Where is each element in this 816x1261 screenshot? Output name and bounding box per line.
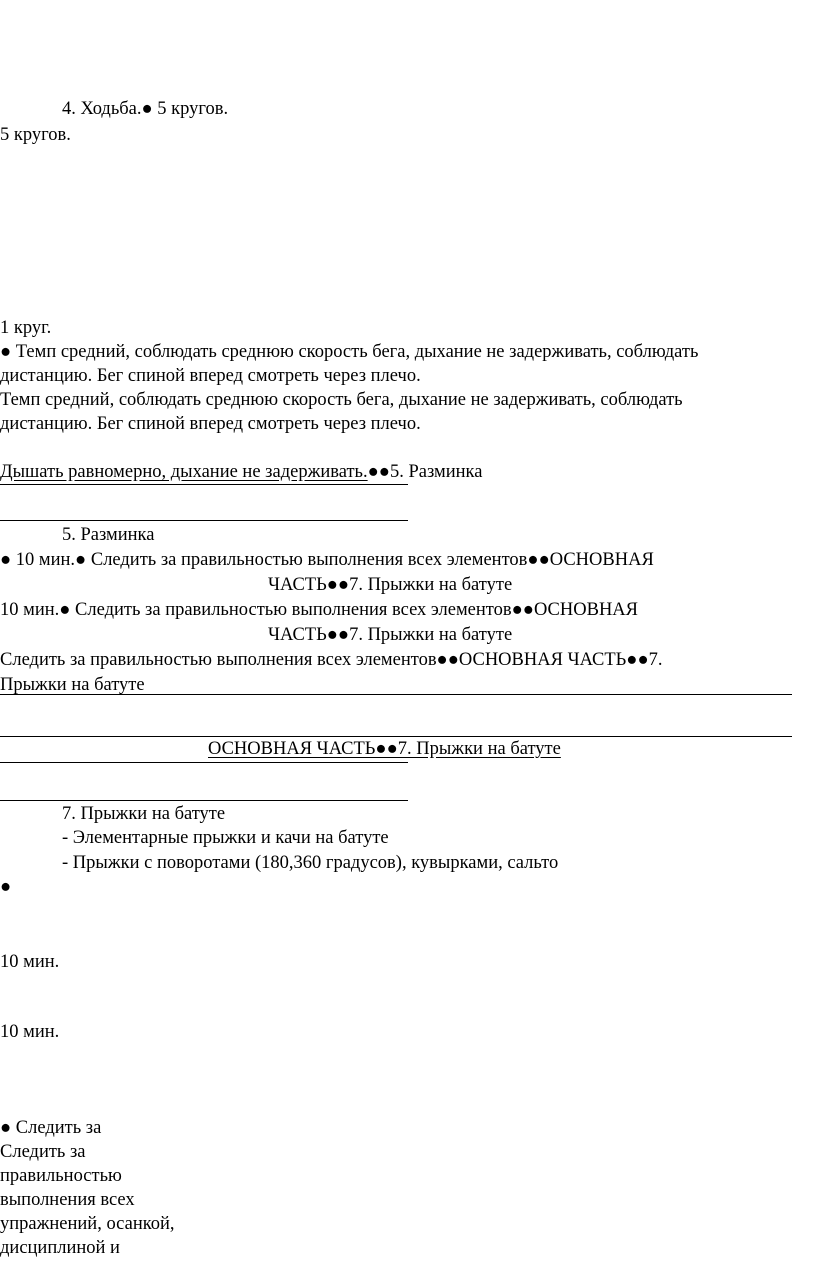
laps-text: 5 кругов.: [0, 125, 71, 145]
trampoline-item-1: - Элементарные прыжки и качи на батуте: [62, 828, 389, 848]
bullet-marker: ●: [0, 877, 12, 897]
divider-line: [0, 520, 408, 521]
running-instruction-repeat-line-2: дистанцию. Бег спиной вперед смотреть через плечо.: [0, 414, 421, 434]
trampoline-item-2: - Прыжки с поворотами (180,360 градусов), кувырками, сальто: [62, 853, 559, 873]
warmup-control-line-2: Прыжки на батуте: [0, 675, 145, 695]
breathing-instruction-underlined: Дышать равномерно, дыхание не задерживать.: [0, 462, 368, 482]
warmup-time-line-1: ● 10 мин.● Следить за правильностью выполнения всех элементов●●ОСНОВНАЯ: [0, 550, 654, 570]
running-instruction-repeat-line-1: Темп средний, соблюдать среднюю скорость бега, дыхание не задерживать, соблюдать: [0, 390, 683, 410]
main-part-heading-text: ОСНОВНАЯ ЧАСТЬ●●7. Прыжки на батуте: [208, 739, 561, 759]
duration-text: 10 мин.: [0, 952, 60, 972]
warmup-repeat-line-2: ЧАСТЬ●●7. Прыжки на батуте: [268, 625, 513, 645]
duration-text-repeat: 10 мин.: [0, 1022, 60, 1042]
warmup-repeat-line-1: 10 мин.● Следить за правильностью выполнения всех элементов●●ОСНОВНАЯ: [0, 600, 638, 620]
warmup-heading: 5. Разминка: [62, 525, 155, 545]
walking-heading: 4. Ходьба.● 5 кругов.: [62, 99, 229, 119]
divider-line: [0, 694, 792, 695]
divider-line: [0, 800, 408, 801]
control-text-line-1: Следить за: [0, 1142, 86, 1162]
warmup-control-line-1: Следить за правильностью выполнения всех элементов●●ОСНОВНАЯ ЧАСТЬ●●7.: [0, 650, 663, 670]
divider-line: [0, 484, 408, 485]
control-text-line-2: правильностью: [0, 1166, 122, 1186]
running-instruction-line-2: дистанцию. Бег спиной вперед смотреть через плечо.: [0, 366, 421, 386]
control-text-line-3: выполнения всех: [0, 1190, 135, 1210]
trampoline-heading: 7. Прыжки на батуте: [62, 804, 226, 824]
control-text-line-5: дисциплиной и: [0, 1238, 120, 1258]
warmup-inline-heading: ●●5. Разминка: [367, 462, 483, 482]
running-instruction-line-1: ● Темп средний, соблюдать среднюю скорость бега, дыхание не задерживать, соблюдать: [0, 342, 699, 362]
control-bullet-text: ● Следить за: [0, 1118, 102, 1138]
warmup-time-line-2: ЧАСТЬ●●7. Прыжки на батуте: [268, 575, 513, 595]
main-part-heading: [208, 737, 561, 761]
divider-line: [0, 762, 408, 763]
one-lap-text: 1 круг.: [0, 318, 52, 338]
control-text-line-4: упражнений, осанкой,: [0, 1214, 175, 1234]
breathing-instruction: [0, 460, 482, 484]
